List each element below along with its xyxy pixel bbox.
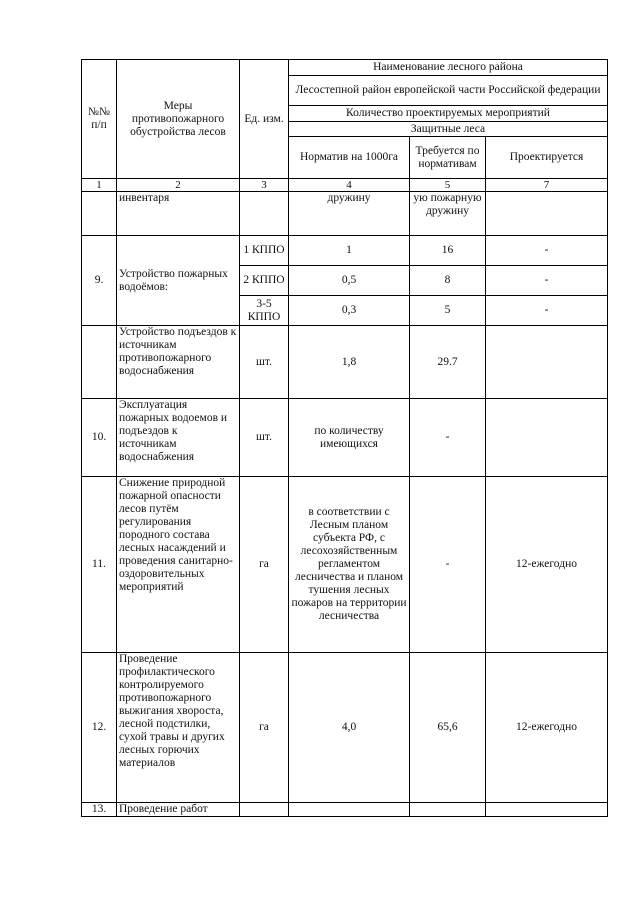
column-number: 7 (486, 179, 608, 192)
column-number: 5 (410, 179, 486, 192)
unit-value: 1 КППО (240, 236, 289, 266)
row-number: 13. (82, 803, 117, 817)
table-row (82, 477, 608, 653)
measure-name: Устройство подъездов к источникам противопожарного водоснабжения (117, 326, 240, 399)
row-number: 10. (82, 399, 117, 477)
table-row (82, 399, 608, 477)
measure-name: Проведение профилактического контролируемого противопожарного выжигания хвороста, лесной подстилки, сухой травы и других лесных горючих материалов (117, 653, 240, 803)
header-row (82, 60, 608, 76)
header-forest-type: Защитные леса (289, 122, 608, 137)
column-number: 3 (240, 179, 289, 192)
header-no: №№ п/п (82, 60, 117, 179)
row-number: 9. (82, 236, 117, 326)
projected-value: 12-ежегодно (486, 477, 608, 653)
unit-value: шт. (240, 399, 289, 477)
row-number: 11. (82, 477, 117, 653)
table-row (82, 803, 608, 817)
norm-value: 1 (289, 236, 410, 266)
header-quantity-title: Количество проектируемых мероприятий (289, 106, 608, 122)
required-value: 29.7 (410, 326, 486, 399)
header-norm: Норматив на 1000га (289, 137, 410, 179)
table-row (82, 326, 608, 399)
measure-name: инвентаря (117, 192, 240, 236)
projected-value: 12-ежегодно (486, 653, 608, 803)
measure-name: Устройство пожарных водоёмов: (117, 236, 240, 326)
unit-value: 2 КППО (240, 266, 289, 296)
projected-value: - (486, 266, 608, 296)
norm-value: 4,0 (289, 653, 410, 803)
norm-value: в соответствии с Лесным планом субъекта РФ, с лесохозяйственным регламентом лесничества и планом тушения лесных пожаров на территории лесничества (289, 477, 410, 653)
header-region-name: Лесостепной район европейской части Российской федерации (289, 76, 608, 106)
unit-value: га (240, 653, 289, 803)
column-number-row (82, 179, 608, 192)
header-projected: Проектируется (486, 137, 608, 179)
norm-value: дружину (289, 192, 410, 236)
column-number: 1 (82, 179, 117, 192)
projected-value: - (486, 296, 608, 326)
unit-value: га (240, 477, 289, 653)
required-value: - (410, 477, 486, 653)
header-required: Требуется по нормативам (410, 137, 486, 179)
projected-value (486, 326, 608, 399)
projected-value (486, 399, 608, 477)
required-value: 16 (410, 236, 486, 266)
header-measures: Меры противопожарного обустройства лесов (117, 60, 240, 179)
unit-value: шт. (240, 326, 289, 399)
measure-name: Проведение работ (117, 803, 240, 817)
fire-measures-table (81, 59, 608, 817)
unit-value: 3-5 КППО (240, 296, 289, 326)
required-value: 8 (410, 266, 486, 296)
required-value: 65,6 (410, 653, 486, 803)
norm-value: по количеству имеющихся (289, 399, 410, 477)
table-row (82, 192, 608, 236)
measure-name: Эксплуатация пожарных водоемов и подъездов к источникам водоснабжения (117, 399, 240, 477)
required-value: ую пожарную дружину (410, 192, 486, 236)
projected-value: - (486, 236, 608, 266)
norm-value: 0,3 (289, 296, 410, 326)
measure-name: Снижение природной пожарной опасности лесов путём регулирования породного состава лесных насаждений и проведения санитарно-оздоровительных мероприятий (117, 477, 240, 653)
column-number: 4 (289, 179, 410, 192)
header-unit: Ед. изм. (240, 60, 289, 179)
row-number: 12. (82, 653, 117, 803)
table-row (82, 653, 608, 803)
required-value: - (410, 399, 486, 477)
norm-value: 0,5 (289, 266, 410, 296)
norm-value: 1,8 (289, 326, 410, 399)
required-value: 5 (410, 296, 486, 326)
header-region-title: Наименование лесного района (289, 60, 608, 76)
table-row (82, 236, 608, 266)
column-number: 2 (117, 179, 240, 192)
